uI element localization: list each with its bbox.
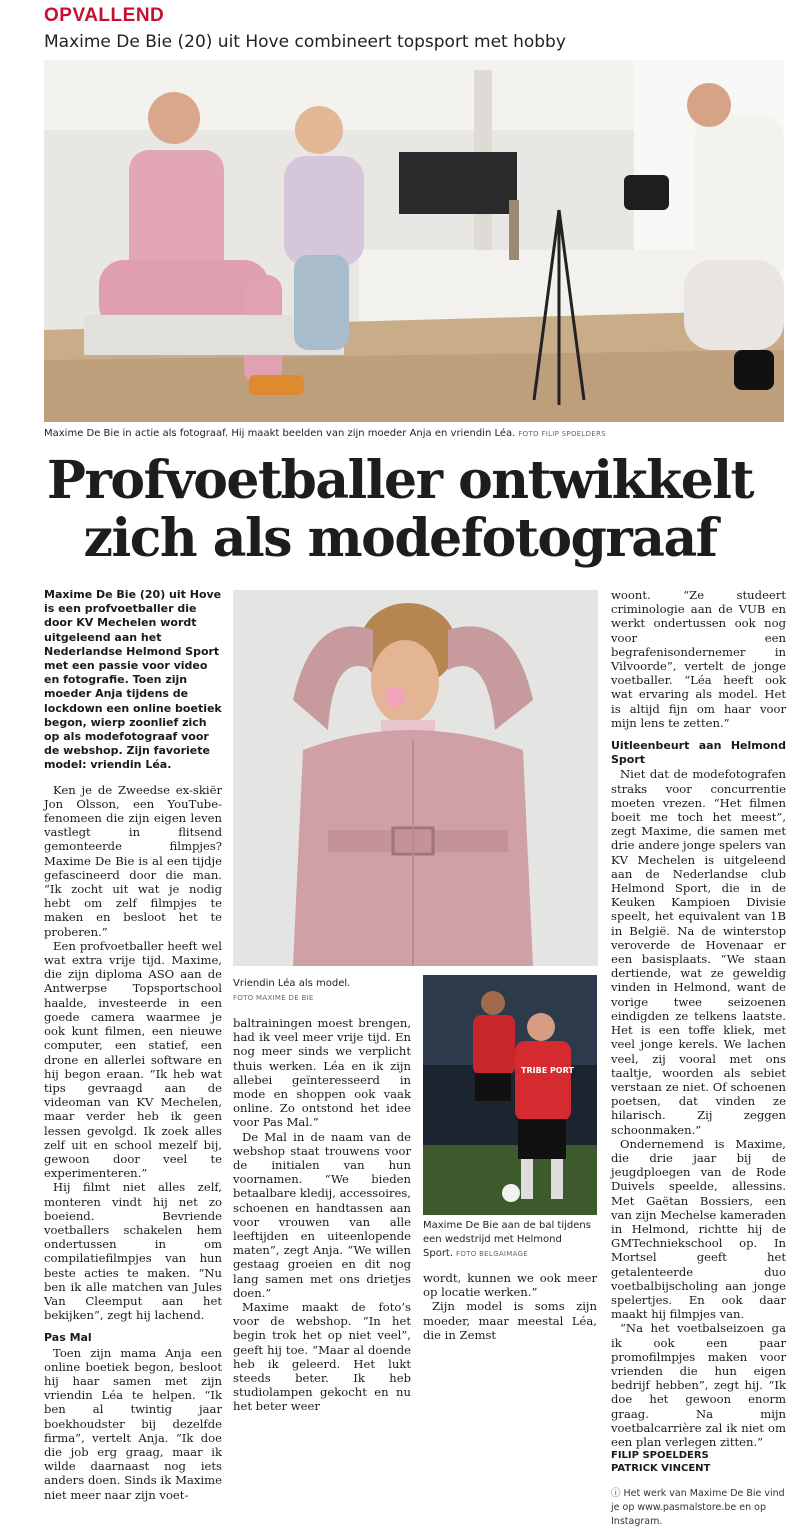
info-icon: ⓘ bbox=[611, 1488, 624, 1500]
headline-line-1: Profvoetballer ontwikkelt bbox=[46, 450, 754, 511]
football-photo-caption bbox=[423, 1219, 597, 1261]
paragraph: baltrainingen moest brengen, had ik veel meer vrije tijd. En nog meer sinds we verplicht thuis werken. Léa en ik zijn allebei geïnteresseerd in mode en shoppen ook vaak online. Zo ontstond het idee voor Pas Mal.” bbox=[233, 1016, 411, 1130]
intertitle-uitleenbeurt: Uitleenbeurt aan Helmond Sport bbox=[611, 739, 786, 767]
article-column-4 bbox=[611, 588, 786, 1529]
headline-line-2: zich als modefotograaf bbox=[83, 508, 717, 569]
author-2: PATRICK VINCENT bbox=[611, 1463, 711, 1475]
paragraph: woont. “Ze studeert criminologie aan de VUB en werkt ondertussen ook nog voor een begrafenisondernemer in Vilvoorde”, vertelt de jonge voetballer. “Léa heeft ook wat ervaring als model. Het is altijd fijn om haar voor mijn lens te zetten.” bbox=[611, 588, 786, 730]
info-note bbox=[611, 1487, 786, 1529]
model-photo-caption bbox=[233, 976, 419, 1006]
paragraph: Maxime maakt de foto’s voor de webshop. “In het begin trok het op niet veel”, geeft hij toe. “Maar al doende heb ik geleerd. Het lukt steeds beter. Ik heb studiolampen gekocht en nu het beter weer bbox=[233, 1300, 411, 1414]
headline bbox=[20, 452, 780, 568]
article-column-2 bbox=[233, 1016, 411, 1414]
article-column-3 bbox=[423, 1271, 597, 1342]
author-1: FILIP SPOELDERS bbox=[611, 1450, 709, 1462]
paragraph: Toen zijn mama Anja een online boetiek begon, besloot hij haar samen met zijn vriendin Léa te helpen. “Ik ben al twintig jaar boekhoudster bij dezelfde firma”, vertelt Anja. “Ik doe die job erg graag, maar ik wilde daarnaast nog iets anders doen. Sinds ik Maxime niet meer naar zijn voet- bbox=[44, 1345, 222, 1502]
paragraph: Ondernemend is Maxime, die drie jaar bij de jeugdploegen van de Rode Duivels speelde, allessins. Met Gaëtan Bossiers, een van zijn Mechelse kameraden in Helmond, richtte hij de GMTechniekschool op. In Mortsel geeft het getalenteerde duo voetbalbijscholing aan jonge spelertjes. En ook daar maakt hij filmpjes van. bbox=[611, 1136, 786, 1322]
shirt-sponsor: TRIBE PORT bbox=[521, 1066, 574, 1075]
paragraph: “Na het voetbalseizoen ga ik ook een paar promofilmpjes maken voor vrienden die hun eigen bedrijf hebben”, zegt hij. “Ik doe het gewoon enorm graag. Na mijn voetbalcarrière zal ik niet om een plan verlegen zitten.” bbox=[611, 1321, 786, 1449]
photo-credit: FOTO MAXIME DE BIE bbox=[233, 994, 314, 1002]
caption-text: Maxime De Bie in actie als fotograaf. Hij maakt beelden van zijn moeder Anja en vriendin Léa. bbox=[44, 428, 516, 439]
article-lead: Maxime De Bie (20) uit Hove is een profvoetballer die door KV Mechelen wordt uitgeleend aan het Nederlandse Helmond Sport met een passie voor video en fotografie. Toen zijn moeder Anja tijdens de lockdown een online boetiek begon, wierp zoonlief zich op als modefotograaf voor de webshop. Zijn favoriete model: vriendin Léa. bbox=[44, 588, 222, 772]
model-photo bbox=[233, 590, 598, 966]
paragraph: Hij filmt niet alles zelf, monteren vindt hij net zo boeiend. Bevriende voetballers schakelen hem ondertussen in om compilatiefilmpjes van hun beste acties te maken. “Nu ben ik alle matchen van Jules Van Cleemput aan het bekijken”, zegt hij lachend. bbox=[44, 1180, 222, 1323]
photo-credit: FOTO BELGAIMAGE bbox=[456, 1250, 529, 1258]
paragraph: Een profvoetballer heeft wel wat extra vrije tijd. Maxime, die zijn diploma ASO aan de Antwerpse Topsportschool haalde, investeerde in een goede camera waarmee je ook kunt filmen, een nieuwe computer, een statief, een drone en allerlei software en hij begon eraan. “Ik heb wat tips gevraagd aan de videoman van KV Mechelen, maar verder heb ik geen lessen gevolgd. Ik zoek alles zelf uit en school mezelf bij, gewoon door veel te experimenteren.” bbox=[44, 938, 222, 1181]
caption-text: Maxime De Bie aan de bal tijdens een wedstrijd met Helmond Sport. bbox=[423, 1220, 591, 1259]
paragraph: Zijn model is soms zijn moeder, maar meestal Léa, die in Zemst bbox=[423, 1299, 597, 1342]
section-kicker: OPVALLEND bbox=[44, 5, 165, 26]
intertitle-pas-mal: Pas Mal bbox=[44, 1331, 92, 1345]
top-photo-caption bbox=[44, 426, 784, 442]
paragraph: De Mal in de naam van de webshop staat trouwens voor de initialen van hun voornamen. “We bieden betaalbare kledij, accessoires, schoenen en handtassen aan voor vrouwen van alle leeftijden en uiteenlopende maten”, zegt Anja. “We willen gestaag groeien en dit nog lang samen met ons drietjes doen.” bbox=[233, 1129, 411, 1300]
paragraph: wordt, kunnen we ook meer op locatie werken.” bbox=[423, 1271, 597, 1300]
top-photo bbox=[44, 60, 784, 422]
article-subtitle: Maxime De Bie (20) uit Hove combineert topsport met hobby bbox=[44, 32, 566, 52]
football-photo bbox=[423, 975, 597, 1215]
info-note-text: Het werk van Maxime De Bie vind je op www.pasmalstore.be en op Instagram. bbox=[611, 1488, 785, 1528]
photo-credit: FOTO FILIP SPOELDERS bbox=[518, 430, 606, 438]
paragraph: Niet dat de modefotografen straks voor concurrentie moeten vrezen. “Het filmen boeit me toch het meest”, zegt Maxime, die samen met drie andere jonge spelers van KV Mechelen is uitgeleend aan de Nederlandse club Helmond Sport, die in de Keuken Kampioen Divisie speelt, het equivalent van 1B in België. Na de winterstop veroverde de Hovenaar er een basisplaats. “We staan dertiende, wat ze geweldig vinden in Helmond, want de vorige twee seizoenen eindigden ze telkens laatste. Het is een toffe kliek, met veel jonge kerels. We lachen veel, zij vooral met ons taaltje, woorden als sebiet verstaan ze niet. Of schoenen poetsen, dat vinden ze hilarisch. Zij zeggen schoonmaken.” bbox=[611, 767, 786, 1137]
paragraph: Ken je de Zweedse ex-skiër Jon Olsson, een YouTube-fenomeen die zijn eigen leven vastlegt in flitsend gemonteerde filmpjes? Maxime De Bie is al een tijdje gefascineerd door die man. “Ik zocht uit wat je nodig hebt om zelf filmpjes te maken en besloot het te proberen.” bbox=[44, 782, 222, 939]
article-column-1 bbox=[44, 588, 222, 1502]
caption-text: Vriendin Léa als model. bbox=[233, 978, 351, 989]
